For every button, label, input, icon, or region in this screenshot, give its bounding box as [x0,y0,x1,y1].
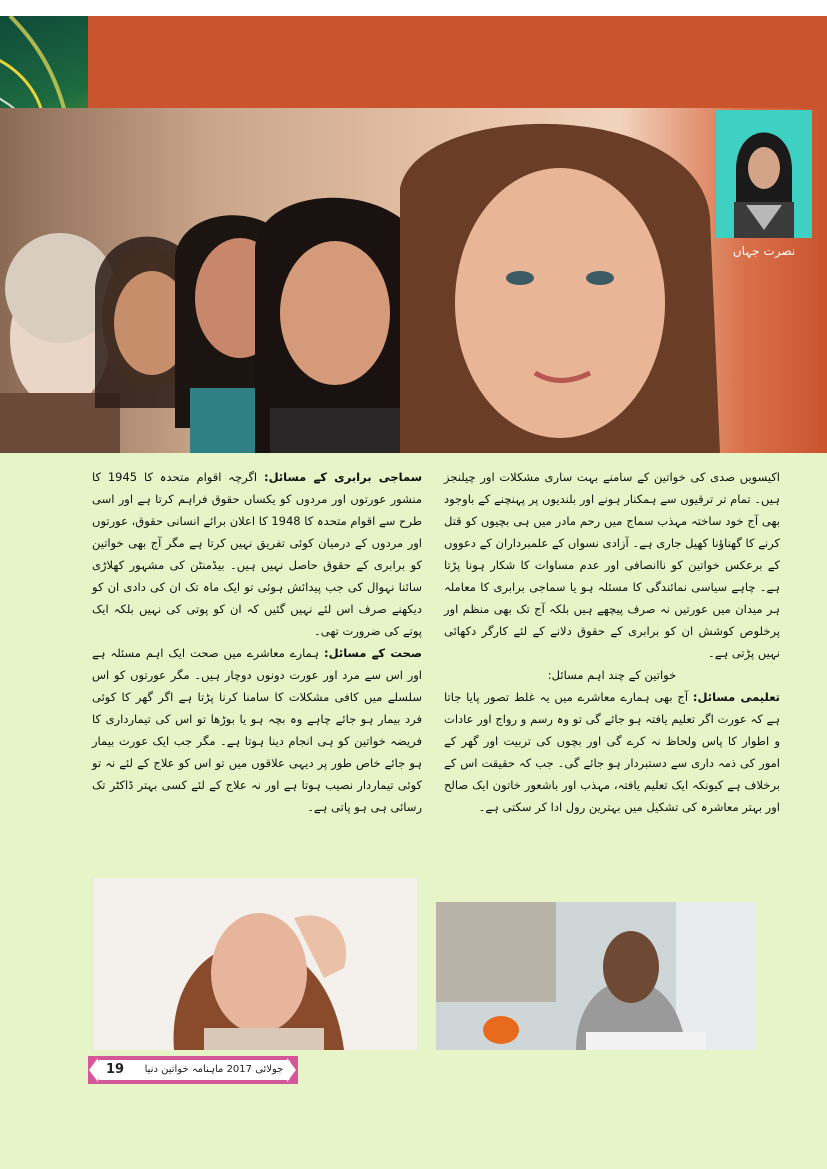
author-name: نصرت جہاں [732,244,796,258]
hero-photo [0,108,827,453]
header-band [88,16,827,108]
right-paragraph-education: آج بھی ہمارے معاشرے میں یہ غلط تصور پایا جاتا ہے کہ عورت اگر تعلیم یافتہ ہو جائے گی تو وہ رسم و رواج اور عادات و اطوار کا پاس ولحاظ نہ کرے گی اور بچوں کی تربیت اور گھر کے امور کی ذمہ داری سے دستبردار ہو جائے گی۔ جب کہ حقیقت اس کے برخلاف ہے کیونکہ ایک تعلیم یافتہ، مہذب اور باشعور خاتون ایک صالح اور بہتر معاشرہ کی تشکیل میں بہترین رول ادا کر سکتی ہے۔ [444,690,780,814]
stressed-woman-photo [94,878,417,1050]
studying-woman-illustration [436,902,756,1050]
chevron-left-icon [89,1058,98,1082]
women-group-illustration [0,108,827,453]
author-portrait [716,110,812,238]
right-paragraph-intro: اکیسویں صدی کی خواتین کے سامنے بہت ساری مشکلات اور چیلنجز ہیں۔ تمام تر ترقیوں سے ہمکنار ہونے اور بلندیوں پر پہنچنے کے باوجود بھی آج خود ساختہ مہذب سماج میں رحم مادر میں ہی بچیوں کو قتل کرنے کا گھناؤنا کھیل جاری ہے۔ آزادی نسواں کے علمبرداران کے دعووں کے برعکس خواتین کو ناانصافی اور عدم مساوات کا شکار ہونا پڑتا ہے۔ چاہے سیاسی نمائندگی کا مسئلہ ہو یا سماجی برابری کا معاملہ ہر میدان میں عورتیں نہ صرف پیچھے ہیں بلکہ آج تک بھی منظم اور پرخلوص کوشش ان کو برابری کے حقوق دلانے کے لئے کارگر دکھائی نہیں پڑتی ہے۔ [444,470,780,660]
page-number: 19 [105,1062,125,1077]
right-section-heading: خواتین کے چند اہم مسائل: [547,668,677,682]
studying-woman-photo [436,902,756,1050]
right-subheading-education: تعلیمی مسائل: [692,690,780,704]
right-column [444,466,780,818]
footer-issue: جولائی 2017 [226,1064,284,1075]
stressed-woman-illustration [94,878,417,1050]
chevron-right-icon [287,1058,296,1082]
left-subheading-health: صحت کے مسائل: [324,646,422,660]
left-subheading-equality: سماجی برابری کے مسائل: [263,470,423,484]
author-photo [716,110,812,238]
left-paragraph-health: ہمارے معاشرے میں صحت ایک اہم مسئلہ ہے اور اس سے مرد اور عورت دونوں دوچار ہیں۔ مگر عورتوں کو اس سلسلے میں کافی مشکلات کا سامنا کرنا پڑتا ہے اگر گھر کا کوئی فرد بیمار ہو جائے چاہے وہ بچہ ہو یا بوڑھا تو اس کی تیمارداری کا فریضہ خواتین کو ہی انجام دینا ہوتا ہے۔ مگر جب ایک عورت بیمار ہو جائے خاص طور پر دیہی علاقوں میں تو اس کو علاج کے لئے نہ تو کوئی تیماردار نصیب ہوتا ہے اور نہ علاج کے لئے کسی بہتر ڈاکٹر تک رسائی ہی ہو پاتی ہے۔ [92,646,422,814]
left-paragraph-equality: اگرچہ اقوام متحدہ کا 1945 کا منشور عورتوں اور مردوں کو یکساں حقوق فراہم کرتا ہے اور اسی طرح سے اقوام متحدہ کا 1948 کا اعلان برائے انسانی حقوق، عورتوں اور مردوں کے درمیان کوئی تفریق نہیں کرتا ہے مگر آج بھی خواتین کو برابری کے حقوق حاصل نہیں ہیں۔ بیڈمنٹن کی مشہور کھلاڑی سائنا نہوال کی جب پیدائش ہوئی تو ایک ماہ تک ان کی دادی ان کو دیکھنے صرف اس لئے نہیں گئیں کہ ان کو پوتی کی نہیں بلکہ ایک پوتے کی ضرورت تھی۔ [92,470,422,638]
footer-magazine-name: ماہنامہ خواتین دنیا [144,1064,224,1075]
left-column [92,466,422,818]
footer-title [140,1060,288,1080]
